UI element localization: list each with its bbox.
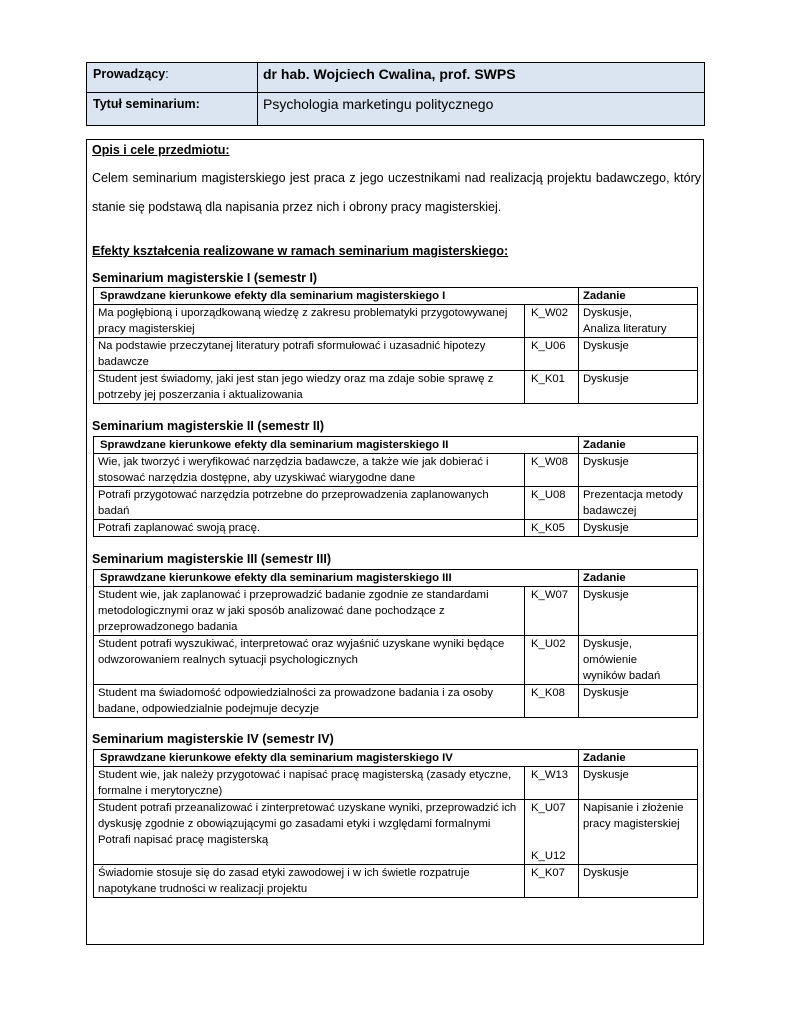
content-box bbox=[86, 139, 704, 945]
effect-task: Dyskusje bbox=[579, 767, 698, 800]
effect-task: Dyskusje bbox=[579, 520, 698, 537]
table-row bbox=[94, 865, 698, 898]
sem1-title: Seminarium magisterskie I (semestr I) bbox=[92, 271, 318, 285]
effect-task: Dyskusje bbox=[579, 587, 698, 636]
effect-task: Dyskusje bbox=[579, 454, 698, 487]
effect-task: Dyskusje, Analiza literatury bbox=[579, 305, 698, 338]
sem4-task-header: Zadanie bbox=[579, 750, 698, 767]
effect-text: Wie, jak tworzyć i weryfikować narzędzia badawcze, a także wie jak dobierać i stosować narzędzia dostępne, aby uzyskiwać wiarygodne dane bbox=[94, 454, 525, 487]
sem1-table bbox=[93, 287, 698, 404]
effect-text: Student potrafi wyszukiwać, interpretować oraz wyjaśnić uzyskane wyniki będące odwzorowaniem realnych sytuacji psychologicznych bbox=[94, 636, 525, 685]
table-row bbox=[94, 371, 698, 404]
header-table bbox=[86, 62, 705, 126]
effect-code: K_K07 bbox=[525, 865, 579, 898]
tytul-label: Tytuł seminarium: bbox=[87, 93, 258, 126]
effect-code: K_U07 K_U12 bbox=[525, 800, 579, 865]
effect-text: Ma pogłębioną i uporządkowaną wiedzę z zakresu problematyki przygotowywanej pracy magisterskiej bbox=[94, 305, 525, 338]
table-row bbox=[94, 454, 698, 487]
effect-text: Student potrafi przeanalizować i zinterpretować uzyskane wyniki, przeprowadzić ich dyskusję zgodnie z obowiązującymi go zasadami etyki i względami formalnymi Potrafi napisać pracę magisterską bbox=[94, 800, 525, 865]
prowadzacy-label-cell bbox=[87, 63, 258, 93]
effect-code: K_W13 bbox=[525, 767, 579, 800]
effect-task: Dyskusje bbox=[579, 865, 698, 898]
effect-text: Student ma świadomość odpowiedzialności za prowadzone badania i za osoby badane, odpowiedzialnie podejmuje decyzje bbox=[94, 685, 525, 718]
effect-code: K_U06 bbox=[525, 338, 579, 371]
sem1-task-header: Zadanie bbox=[579, 288, 698, 305]
sem3-task-header: Zadanie bbox=[579, 570, 698, 587]
effect-code: K_W02 bbox=[525, 305, 579, 338]
effect-task: Prezentacja metody badawczej bbox=[579, 487, 698, 520]
sem4-col-header: Sprawdzane kierunkowe efekty dla seminarium magisterskiego IV bbox=[94, 750, 579, 767]
sem2-col-header: Sprawdzane kierunkowe efekty dla seminarium magisterskiego II bbox=[94, 437, 579, 454]
opis-heading: Opis i cele przedmiotu: bbox=[92, 143, 230, 157]
table-row bbox=[94, 685, 698, 718]
sem2-table bbox=[93, 436, 698, 537]
effect-code: K_U02 bbox=[525, 636, 579, 685]
effect-code: K_W08 bbox=[525, 454, 579, 487]
sem3-col-header: Sprawdzane kierunkowe efekty dla seminarium magisterskiego III bbox=[94, 570, 579, 587]
effect-task: Dyskusje bbox=[579, 685, 698, 718]
effect-text: Student jest świadomy, jaki jest stan jego wiedzy oraz ma zdaje sobie sprawę z potrzeby jej poszerzania i aktualizowania bbox=[94, 371, 525, 404]
prowadzacy-value: dr hab. Wojciech Cwalina, prof. SWPS bbox=[258, 63, 705, 93]
table-row bbox=[94, 305, 698, 338]
tytul-value: Psychologia marketingu politycznego bbox=[258, 93, 705, 126]
effect-task: Napisanie i złożenie pracy magisterskiej bbox=[579, 800, 698, 865]
effect-text: Student wie, jak zaplanować i przeprowadzić badanie zgodnie ze standardami metodologicznymi oraz w jaki sposób analizować dane pochodzące z przeprowadzonego badania bbox=[94, 587, 525, 636]
effect-text: Świadomie stosuje się do zasad etyki zawodowej i w ich świetle rozpatruje napotykane trudności w realizacji projektu bbox=[94, 865, 525, 898]
table-row bbox=[94, 338, 698, 371]
sem2-title: Seminarium magisterskie II (semestr II) bbox=[92, 419, 325, 433]
sem4-table bbox=[93, 749, 698, 898]
effect-text: Potrafi przygotować narzędzia potrzebne do przeprowadzenia zaplanowanych badań bbox=[94, 487, 525, 520]
table-row bbox=[94, 800, 698, 865]
sem4-title: Seminarium magisterskie IV (semestr IV) bbox=[92, 732, 334, 746]
effect-text: Potrafi zaplanować swoją pracę. bbox=[94, 520, 525, 537]
effect-text: Student wie, jak należy przygotować i napisać pracę magisterską (zasady etyczne, formalne i merytoryczne) bbox=[94, 767, 525, 800]
effect-code: K_K08 bbox=[525, 685, 579, 718]
effect-task: Dyskusje bbox=[579, 371, 698, 404]
table-row bbox=[94, 487, 698, 520]
effect-task: Dyskusje bbox=[579, 338, 698, 371]
effect-code: K_W07 bbox=[525, 587, 579, 636]
prowadzacy-label: Prowadzący bbox=[93, 67, 166, 81]
effect-code: K_U08 bbox=[525, 487, 579, 520]
prowadzacy-colon: : bbox=[165, 67, 169, 81]
table-row bbox=[94, 636, 698, 685]
sem2-task-header: Zadanie bbox=[579, 437, 698, 454]
sem3-table bbox=[93, 569, 698, 718]
effect-code: K_K01 bbox=[525, 371, 579, 404]
efekty-heading: Efekty kształcenia realizowane w ramach seminarium magisterskiego: bbox=[92, 244, 509, 258]
effect-code: K_K05 bbox=[525, 520, 579, 537]
table-row bbox=[94, 767, 698, 800]
effect-text: Na podstawie przeczytanej literatury potrafi sformułować i uzasadnić hipotezy badawcze bbox=[94, 338, 525, 371]
table-row bbox=[94, 587, 698, 636]
sem1-col-header: Sprawdzane kierunkowe efekty dla seminarium magisterskiego I bbox=[94, 288, 579, 305]
table-row bbox=[94, 520, 698, 537]
opis-text: Celem seminarium magisterskiego jest praca z jego uczestnikami nad realizacją projektu badawczego, który stanie się podstawą dla napisania przez nich i obrony pracy magisterskiej. bbox=[92, 171, 701, 214]
effect-task: Dyskusje, omówienie wyników badań bbox=[579, 636, 698, 685]
sem3-title: Seminarium magisterskie III (semestr III) bbox=[92, 552, 331, 566]
